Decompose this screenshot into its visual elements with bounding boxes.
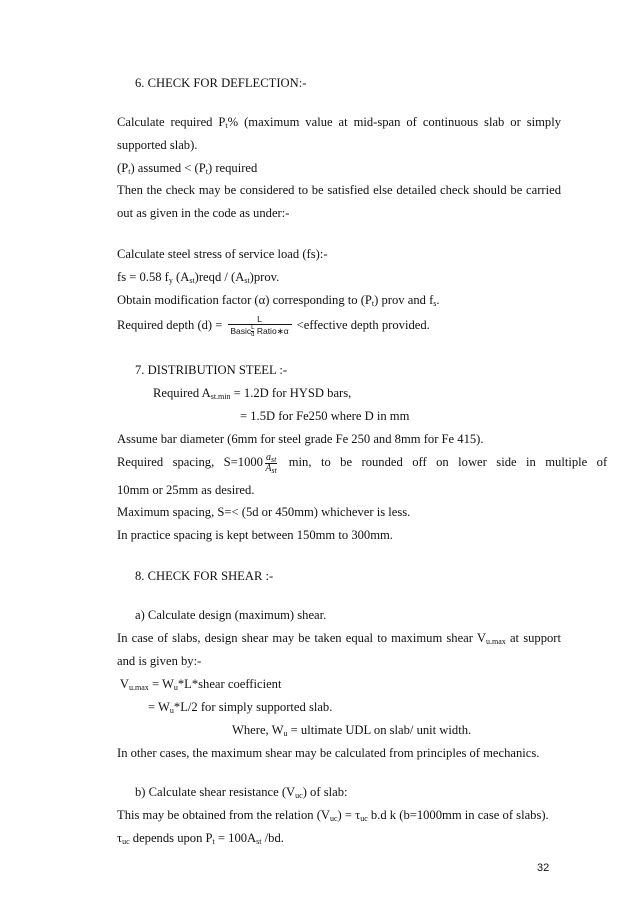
sec8-b-line2: $\tau_{uc}$ depends upon $P_t = 100A_{st}$ /bd. (117, 831, 284, 846)
sec7-line7: In practice spacing is kept between 150mm to 300mm. (117, 528, 393, 542)
sec6-para3-line1: Then the check may be considered to be satisfied else detailed check should be carried (117, 183, 561, 197)
sec6-para1-line2: supported slab). (117, 138, 198, 152)
sec6-para5: fs = 0.58 $f_y$ $(A_{st})reqd$ / $(A_{st})prov$. (117, 270, 280, 285)
sec8-a-heading: a) Calculate design (maximum) shear. (135, 608, 327, 622)
sec7-spacing-formula: Required spacing, S=1000 $\frac{a_{st}}{A_{st}}$ min, to be rounded off on lower side in multiple of (117, 451, 608, 475)
section-7-heading: 7. DISTRIBUTION STEEL :- (135, 363, 288, 377)
sec7-line5: 10mm or 25mm as desired. (117, 483, 255, 497)
sec8-a-line6: In other cases, the maximum shear may be calculated from principles of mechanics. (117, 746, 540, 760)
depth-fraction: L Basic $\frac{L}{d}$ Ratio∗α (228, 314, 292, 338)
sec8-a-line5: Where, $W_u$ = ultimate UDL on slab/ unit width. (232, 723, 472, 738)
spacing-fraction: $\frac{a_{st}}{A_{st}}$ (265, 451, 277, 475)
sec8-b-line1: This may be obtained from the relation $(V_{uc}) = \tau_{uc}$ b.d k (b=1000mm in case of slabs). (117, 808, 549, 823)
sec7-line6: Maximum spacing, S=< (5d or 450mm) whichever is less. (117, 505, 411, 519)
sec6-para1-line1: Calculate required $P_t\%$ (maximum value at mid-span of continuous slab or simply (117, 115, 562, 130)
sec6-para2: $(P_t)$ assumed < $(P_t)$ required (117, 161, 258, 176)
page-number: 32 (537, 862, 550, 874)
sec6-para3-line2: out as given in the code as under:- (117, 206, 290, 220)
sec7-line3: Assume bar diameter (6mm for steel grade Fe 250 and 8mm for Fe 415). (117, 432, 484, 446)
sec6-para4: Calculate steel stress of service load (fs):- (117, 247, 328, 261)
sec8-a-line2: and is given by:- (117, 654, 202, 668)
sec6-required-depth-formula: Required depth (d) = L Basic $\frac{L}{d}$ Ratio∗α <effective depth provided. (117, 314, 430, 338)
sec8-a-line4: = $W_u*L/2$ for simply supported slab. (148, 700, 333, 715)
sec6-para6: Obtain modification factor (α) corresponding to $(P_t)$ prov and $f_s$. (117, 293, 440, 308)
sec8-a-line1: In case of slabs, design shear may be taken equal to maximum shear $V_{u.max}$ at support (117, 631, 561, 646)
sec8-b-heading: b) Calculate shear resistance $(V_{uc})$ of slab: (135, 785, 348, 800)
section-6-heading: 6. CHECK FOR DEFLECTION:- (135, 76, 307, 90)
sec8-a-line3: $V_{u.max}$ = $W_u*L*shear$ coefficient (117, 677, 282, 692)
section-8-heading: 8. CHECK FOR SHEAR :- (135, 569, 274, 583)
sec7-line2: = 1.5D for Fe250 where D in mm (240, 409, 410, 423)
sec7-line1: Required $A_{st.min} = 1.2D$ for HYSD bars, (153, 386, 352, 401)
